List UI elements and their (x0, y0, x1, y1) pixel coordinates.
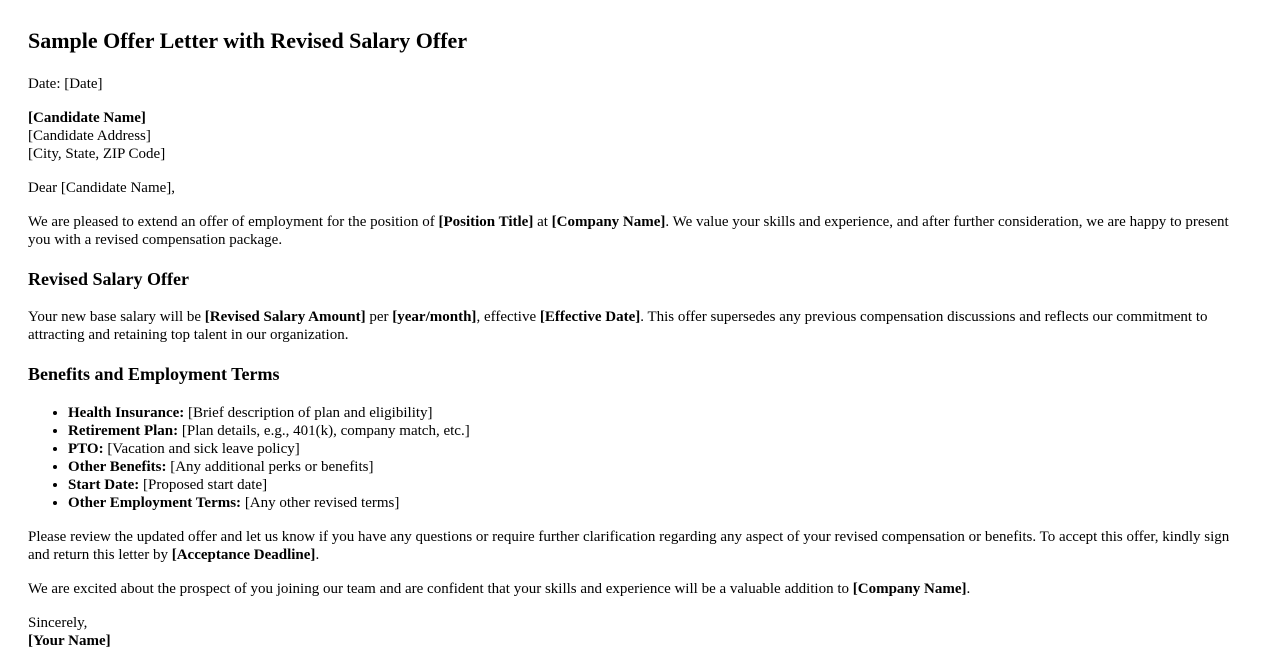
list-item (68, 440, 1250, 458)
closing-paragraph (28, 580, 1250, 598)
intro-paragraph (28, 213, 1250, 249)
closing-text-2: . (966, 581, 971, 597)
company-name: [Company Name] (551, 214, 666, 230)
benefit-label: Other Employment Terms: (68, 495, 242, 511)
position-title: [Position Title] (438, 214, 534, 230)
intro-text-2: at (533, 214, 552, 230)
page-title: Sample Offer Letter with Revised Salary Offer (28, 28, 468, 53)
benefit-text: [Plan details, e.g., 401(k), company match, etc.] (178, 423, 470, 439)
review-text-1: Please review the updated offer and let us know if you have any questions or require further clarification regarding any aspect of your revised compensation or benefits. To accept this offer, kindly sign and return this letter by (28, 529, 1230, 563)
intro-text-3: . We value your skills and experience, and after further consideration, we are happy to present you with a revised compensation package. (28, 214, 1229, 248)
benefit-label: Start Date: (68, 477, 140, 493)
signoff-name: [Your Name] (28, 633, 111, 649)
benefits-list (28, 404, 1250, 512)
benefits-heading: Benefits and Employment Terms (28, 364, 280, 384)
benefit-text: [Brief description of plan and eligibility] (184, 405, 433, 421)
revised-salary-heading: Revised Salary Offer (28, 269, 189, 289)
list-item (68, 404, 1250, 422)
benefit-text: [Any additional perks or benefits] (166, 459, 374, 475)
salary-period: [year/month] (392, 309, 477, 325)
list-item (68, 476, 1250, 494)
salary-text-4: . This offer supersedes any previous compensation discussions and reflects our commitment to attracting and retaining top talent in our organization. (28, 309, 1208, 343)
benefit-text: [Vacation and sick leave policy] (103, 441, 300, 457)
effective-date: [Effective Date] (539, 309, 641, 325)
list-item (68, 422, 1250, 440)
revised-salary-paragraph (28, 308, 1250, 344)
benefit-text: [Proposed start date] (139, 477, 268, 493)
recipient-city-state-zip: [City, State, ZIP Code] (28, 146, 166, 162)
salary-text-2: per (365, 309, 393, 325)
recipient-block (28, 109, 1250, 163)
review-paragraph (28, 528, 1250, 564)
recipient-address: [Candidate Address] (28, 128, 151, 144)
benefit-text: [Any other revised terms] (241, 495, 400, 511)
recipient-name: [Candidate Name] (28, 110, 146, 126)
intro-text-1: We are pleased to extend an offer of employment for the position of (28, 214, 439, 230)
signoff-block (28, 614, 1250, 650)
revised-salary-amount: [Revised Salary Amount] (204, 309, 366, 325)
benefit-label: Health Insurance: (68, 405, 185, 421)
closing-company-name: [Company Name] (852, 581, 967, 597)
benefit-label: PTO: (68, 441, 104, 457)
list-item (68, 458, 1250, 476)
benefit-label: Other Benefits: (68, 459, 167, 475)
date-line: Date: [Date] (28, 76, 103, 92)
acceptance-deadline: [Acceptance Deadline] (171, 547, 316, 563)
list-item (68, 494, 1250, 512)
review-text-2: . (315, 547, 320, 563)
salutation: Dear [Candidate Name], (28, 180, 176, 196)
benefit-label: Retirement Plan: (68, 423, 179, 439)
salary-text-1: Your new base salary will be (28, 309, 205, 325)
closing-text-1: We are excited about the prospect of you joining our team and are confident that your skills and experience will be a valuable addition to (28, 581, 853, 597)
salary-text-3: , effective (476, 309, 540, 325)
signoff-closing: Sincerely, (28, 615, 88, 631)
